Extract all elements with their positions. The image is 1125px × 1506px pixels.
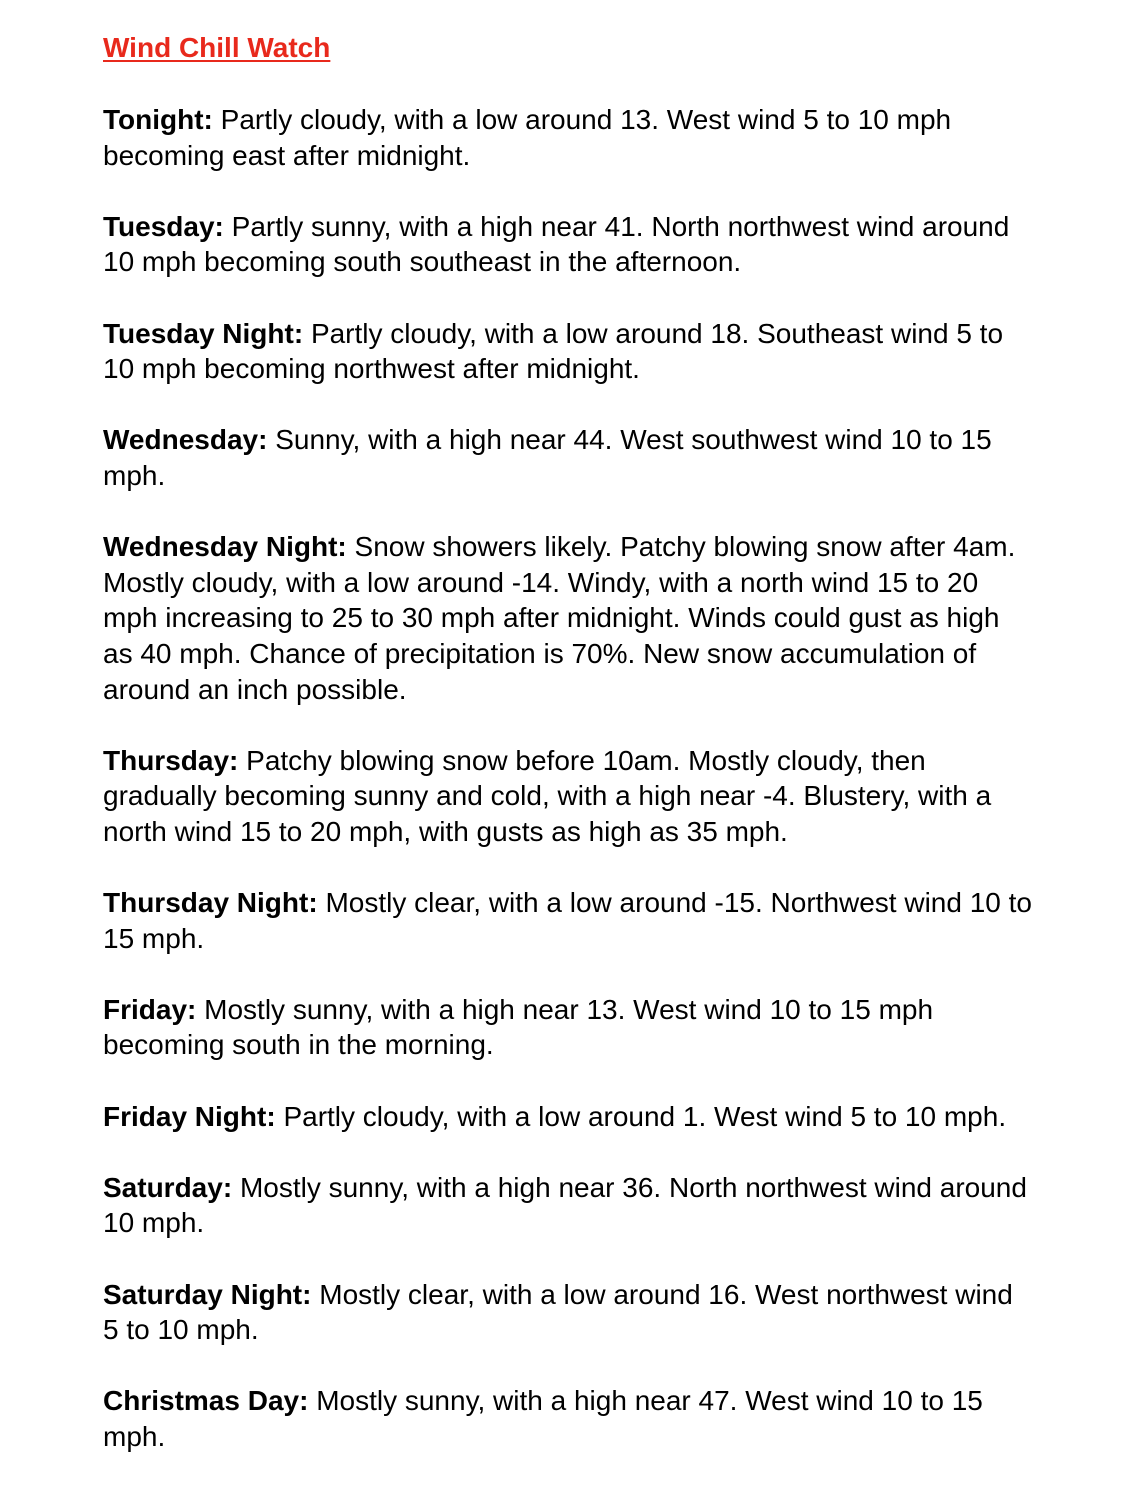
period-name: Tuesday Night: xyxy=(103,317,304,349)
period-text: Sunny, with a high near 44. West southwest wind 10 to 15 mph. xyxy=(103,424,992,491)
period-text: Mostly sunny, with a high near 13. West wind 10 to 15 mph becoming south in the morning. xyxy=(103,993,934,1061)
period-name: Tuesday: xyxy=(103,210,224,242)
forecast-period-friday-night xyxy=(103,1099,1033,1135)
period-name: Tonight: xyxy=(103,104,213,135)
forecast-period-christmas-day xyxy=(103,1383,1033,1454)
forecast-period-saturday-night xyxy=(103,1277,1033,1348)
forecast-period-tuesday xyxy=(103,209,1033,280)
forecast-period-thursday xyxy=(103,743,1033,850)
forecast-period-wednesday-night xyxy=(103,529,1033,707)
period-text: Partly cloudy, with a low around 18. Southeast wind 5 to 10 mph becoming northwest after midnight. xyxy=(103,317,1004,385)
forecast-period-saturday xyxy=(103,1170,1033,1241)
period-name: Thursday: xyxy=(103,744,239,776)
period-text: Partly cloudy, with a low around 1. West wind 5 to 10 mph. xyxy=(283,1100,1007,1132)
period-text: Snow showers likely. Patchy blowing snow after 4am. Mostly cloudy, with a low around -14. Windy, with a north wind 15 to 20 mph increasing to 25 to 30 mph after midnight. Winds could gust as high as 40 mph. Chance of precipitation is 70%. New snow accumulation of around an inch possible. xyxy=(103,531,1016,705)
period-text: Partly sunny, with a high near 41. North northwest wind around 10 mph becoming south southeast in the afternoon. xyxy=(103,210,1010,278)
forecast-period-tonight xyxy=(103,102,1033,173)
period-text: Mostly clear, with a low around 16. West northwest wind 5 to 10 mph. xyxy=(103,1278,1013,1346)
period-name: Christmas Day: xyxy=(103,1385,309,1417)
period-text: Mostly sunny, with a high near 36. North northwest wind around 10 mph. xyxy=(103,1171,1027,1239)
period-name: Friday: xyxy=(103,993,197,1025)
forecast-period-friday xyxy=(103,992,1033,1063)
forecast-list xyxy=(103,102,1033,1455)
period-name: Saturday: xyxy=(103,1171,233,1203)
forecast-document xyxy=(103,30,1033,1490)
wind-chill-watch-link[interactable]: Wind Chill Watch xyxy=(103,32,331,63)
period-text: Mostly sunny, with a high near 47. West wind 10 to 15 mph. xyxy=(103,1385,983,1452)
period-text: Partly cloudy, with a low around 13. West wind 5 to 10 mph becoming east after midnight. xyxy=(103,104,952,171)
period-name: Wednesday Night: xyxy=(103,531,347,563)
period-name: Thursday Night: xyxy=(103,887,318,919)
period-text: Mostly clear, with a low around -15. Northwest wind 10 to 15 mph. xyxy=(103,887,1033,954)
period-name: Wednesday: xyxy=(103,424,268,456)
forecast-period-tuesday-night xyxy=(103,316,1033,387)
period-name: Friday Night: xyxy=(103,1100,276,1132)
period-text: Patchy blowing snow before 10am. Mostly cloudy, then gradually becoming sunny and cold, with a high near -4. Blustery, with a north wind 15 to 20 mph, with gusts as high as 35 mph. xyxy=(103,744,992,847)
forecast-period-thursday-night xyxy=(103,885,1033,956)
forecast-period-wednesday xyxy=(103,422,1033,493)
period-name: Saturday Night: xyxy=(103,1278,312,1310)
